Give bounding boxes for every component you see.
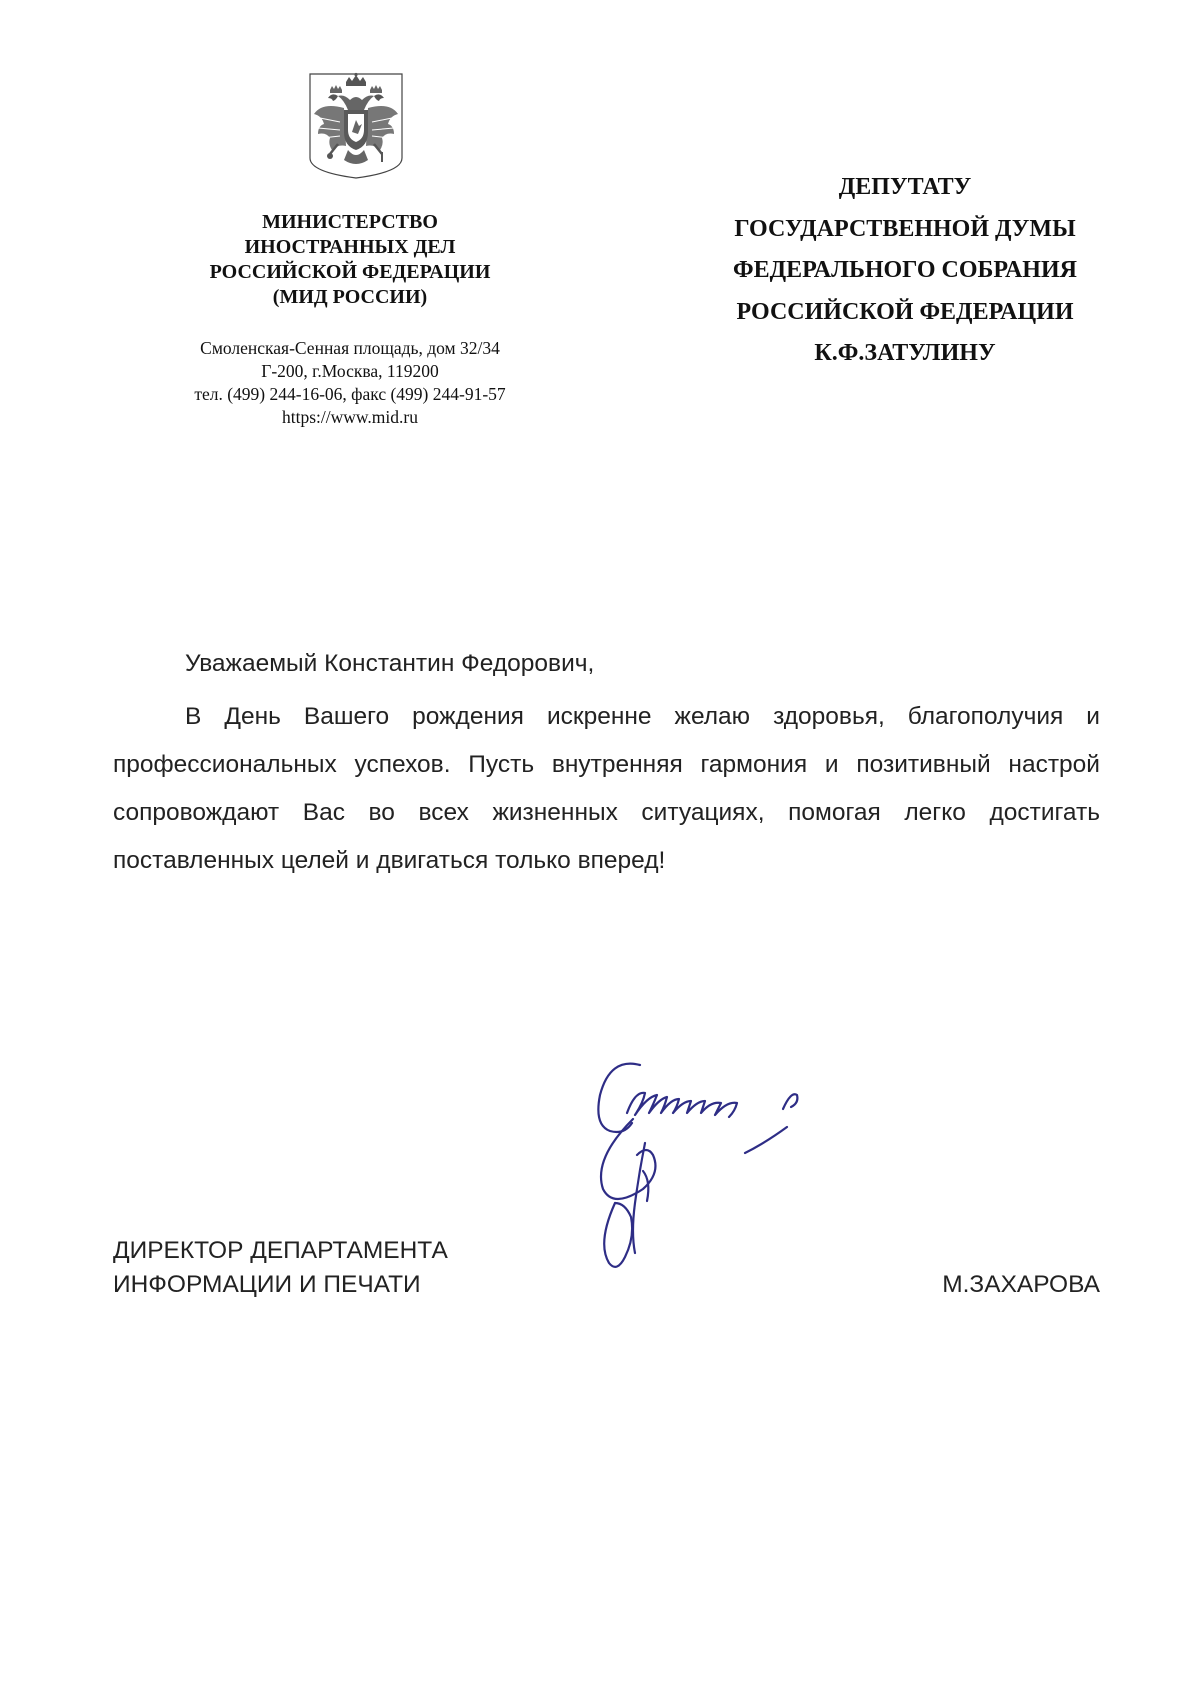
body-line: В День Вашего рождения искренне желаю здоровья, благополучия и [185,703,1100,730]
sender-org-line: МИНИСТЕРСТВО [262,211,438,233]
sender-organization [150,210,550,310]
sender-address [150,337,550,429]
body-line: поставленных целей и двигаться только вперед! [113,847,666,874]
signer-position [113,1234,533,1302]
recipient-line: ФЕДЕРАЛЬНОГО СОБРАНИЯ [733,257,1077,283]
recipient-line: РОССИЙСКОЙ ФЕДЕРАЦИИ [736,298,1074,325]
letter-body [113,693,1100,885]
recipient-line: ГОСУДАРСТВЕННОЙ ДУМЫ [734,215,1076,242]
recipient-line: ДЕПУТАТУ [838,174,972,200]
sender-org-line: (МИД РОССИИ) [272,286,428,308]
russian-coat-of-arms-icon [308,72,404,180]
salutation: Уважаемый Константин Федорович, [185,650,595,677]
position-line: ДИРЕКТОР ДЕПАРТАМЕНТА [113,1237,448,1264]
body-line: профессиональных успехов. Пусть внутренняя гармония и позитивный настрой [113,751,1100,778]
recipient-name: К.Ф.ЗАТУЛИНУ [814,340,996,366]
signer-name: М.ЗАХАРОВА [942,1271,1100,1298]
recipient-block [690,167,1120,375]
sender-address-line: Г-200, г.Москва, 119200 [261,361,439,381]
sender-website: https://www.mid.ru [282,407,418,427]
sender-org-line: РОССИЙСКОЙ ФЕДЕРАЦИИ [209,261,491,283]
body-line: сопровождают Вас во всех жизненных ситуациях, помогая легко достигать [113,799,1100,826]
handwritten-signature-icon [545,1053,845,1313]
sender-org-line: ИНОСТРАННЫХ ДЕЛ [244,236,456,258]
sender-address-line: Смоленская-Сенная площадь, дом 32/34 [200,338,500,358]
position-line: ИНФОРМАЦИИ И ПЕЧАТИ [113,1271,421,1298]
sender-contacts-line: тел. (499) 244-16-06, факс (499) 244-91-57 [194,384,506,404]
